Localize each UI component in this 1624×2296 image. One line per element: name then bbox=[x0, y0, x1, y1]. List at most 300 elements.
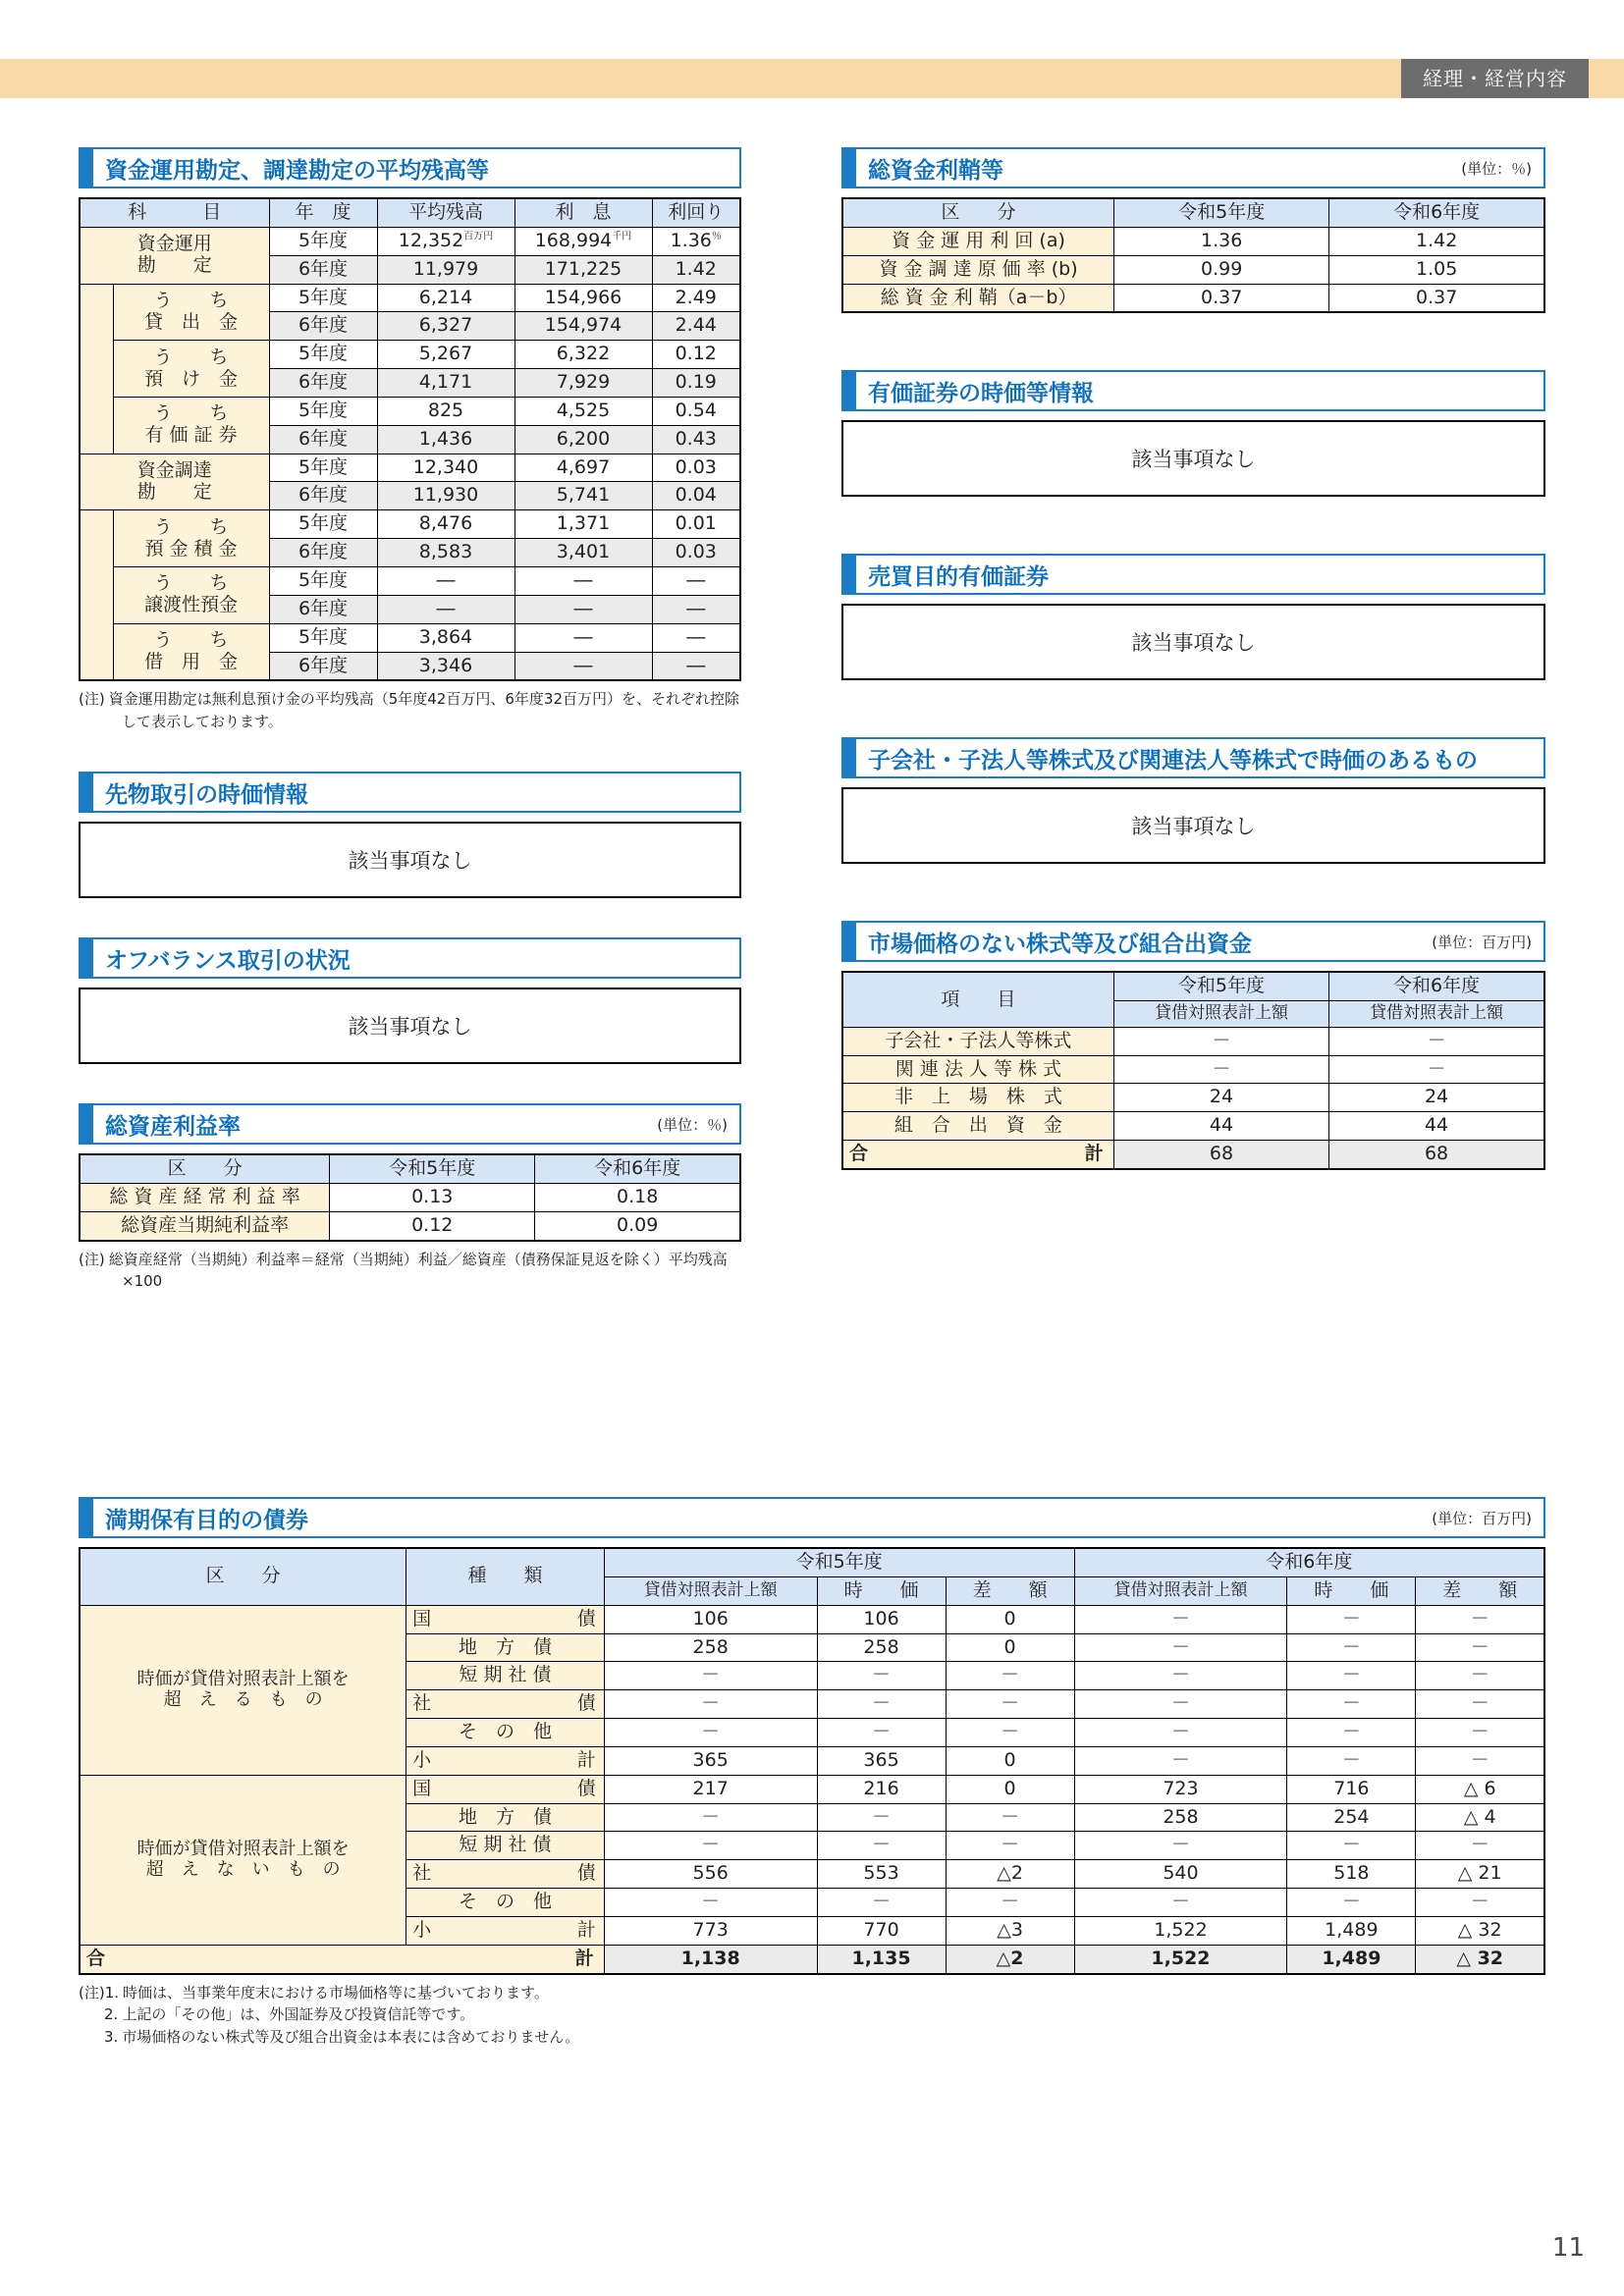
bottom-section bbox=[79, 1497, 1545, 2048]
bonds-cell-fair-value-y6: 1,489 bbox=[1287, 1916, 1416, 1945]
bonds-table-notes bbox=[79, 1982, 1545, 2049]
cell-interest: 1,371 bbox=[514, 510, 652, 539]
subsidiary-shares-none-box bbox=[841, 787, 1545, 864]
col-header-year5: 令和5年度 bbox=[330, 1154, 535, 1183]
bonds-cell-fair-value-y5: － bbox=[817, 1690, 946, 1719]
nomarket-total-label-right: 計 bbox=[1084, 1143, 1104, 1165]
table-header-row bbox=[80, 198, 740, 227]
note-marker: (注) bbox=[79, 1250, 105, 1268]
table-row bbox=[80, 1775, 1544, 1803]
row-label-sub: う ち 預 金 積 金 bbox=[113, 510, 269, 567]
cell-interest: 171,225 bbox=[514, 255, 652, 284]
col-subheader-fair-value-y6: 時 価 bbox=[1287, 1576, 1416, 1605]
table-row bbox=[80, 510, 740, 539]
bonds-cell-difference-y6: △ 4 bbox=[1416, 1803, 1544, 1832]
bonds-cell-difference-y6: － bbox=[1416, 1889, 1544, 1917]
section-header-trading-securities bbox=[841, 554, 1545, 595]
cell-balance: ― bbox=[377, 566, 514, 595]
bonds-cell-bs-amount-y6: － bbox=[1074, 1662, 1287, 1690]
bonds-cell-bs-amount-y5: 217 bbox=[604, 1775, 817, 1803]
nomarket-row-label: 非 上 場 株 式 bbox=[842, 1084, 1113, 1112]
table-row bbox=[842, 284, 1544, 312]
col-header-division: 区 分 bbox=[80, 1548, 406, 1605]
row-label-sub: う ち 貸 出 金 bbox=[113, 284, 269, 341]
cell-year: 6年度 bbox=[269, 482, 377, 510]
right-column bbox=[841, 147, 1545, 1170]
roa-cell-year5: 0.13 bbox=[330, 1184, 535, 1212]
bonds-cell-bs-amount-y5: 258 bbox=[604, 1633, 817, 1662]
bonds-cell-fair-value-y6: 716 bbox=[1287, 1775, 1416, 1803]
section-header-roa bbox=[79, 1103, 741, 1145]
bonds-total-bs-amount-y5: 1,138 bbox=[604, 1945, 817, 1973]
cell-interest: ― bbox=[514, 566, 652, 595]
cell-yield: 0.01 bbox=[652, 510, 740, 539]
cell-balance: $12,352^{百万円}$ bbox=[377, 227, 514, 255]
note-text: 上記の「その他」は、外国証券及び投資信託等です。 bbox=[122, 2005, 475, 2024]
bonds-cell-difference-y6: △ 21 bbox=[1416, 1860, 1544, 1889]
bonds-cell-difference-y5: 0 bbox=[946, 1633, 1074, 1662]
cell-balance: 12,340 bbox=[377, 454, 514, 482]
section-title-offbalance: オフバランス取引の状況 bbox=[105, 947, 351, 974]
section-header-no-market bbox=[841, 921, 1545, 962]
total-fund-margin-table bbox=[841, 197, 1545, 313]
bonds-note-line bbox=[79, 2003, 1545, 2026]
section-header-subsidiary-shares bbox=[841, 737, 1545, 778]
bonds-cell-difference-y6: － bbox=[1416, 1605, 1544, 1633]
note-text: 資金運用勘定は無利息預け金の平均残高（5年度42百万円、6年度32百万円）を、それぞれ控除して表示しております。 bbox=[108, 690, 739, 730]
bonds-cell-difference-y6: － bbox=[1416, 1746, 1544, 1775]
cell-year: 5年度 bbox=[269, 454, 377, 482]
cell-yield: ― bbox=[652, 566, 740, 595]
bonds-cell-fair-value-y5: 365 bbox=[817, 1746, 946, 1775]
table-row bbox=[80, 1184, 740, 1212]
futures-none-box bbox=[79, 822, 741, 898]
cell-balance: 6,327 bbox=[377, 312, 514, 341]
table-row bbox=[80, 397, 740, 425]
nomarket-cell-year6: 24 bbox=[1329, 1084, 1544, 1112]
col-subheader-bs-amount-y6: 貸借対照表計上額 bbox=[1074, 1576, 1287, 1605]
cell-yield: ― bbox=[652, 595, 740, 623]
row-label-main: 資金調達 勘 定 bbox=[80, 454, 269, 510]
cell-year: 5年度 bbox=[269, 227, 377, 255]
col-subheader-bs-amount-y5: 貸借対照表計上額 bbox=[604, 1576, 817, 1605]
bonds-cell-bs-amount-y6: 1,522 bbox=[1074, 1916, 1287, 1945]
margin-cell-year6: 0.37 bbox=[1329, 284, 1544, 312]
table-row bbox=[842, 255, 1544, 284]
nomarket-total-label: 合 計 bbox=[842, 1141, 1113, 1169]
bonds-row-type-right: 債 bbox=[576, 1692, 596, 1715]
bonds-cell-bs-amount-y5: － bbox=[604, 1889, 817, 1917]
section-title-securities-fv: 有価証券の時価等情報 bbox=[868, 380, 1094, 406]
unit-superscript-interest: 千円 bbox=[612, 231, 632, 242]
nomarket-cell-year6: － bbox=[1329, 1027, 1544, 1055]
section-title-subsidiary-shares: 子会社・子法人等株式及び関連法人等株式で時価のあるもの bbox=[868, 747, 1478, 774]
col-header-interest: 利 息 bbox=[514, 198, 652, 227]
cell-year: 6年度 bbox=[269, 539, 377, 567]
col-header-year6: 令和6年度 bbox=[1329, 972, 1544, 1000]
cell-balance: 11,979 bbox=[377, 255, 514, 284]
bonds-cell-bs-amount-y5: － bbox=[604, 1803, 817, 1832]
bonds-group-label: 時価が貸借対照表計上額を 超 え な い も の bbox=[80, 1775, 406, 1945]
section-accent-bar bbox=[81, 774, 93, 811]
bonds-row-type-right: 債 bbox=[576, 1777, 596, 1799]
note-text: 市場価格のない株式等及び組合出資金は本表には含めておりません。 bbox=[122, 2027, 580, 2046]
nomarket-cell-year5: － bbox=[1113, 1055, 1328, 1084]
table-header-row bbox=[80, 1154, 740, 1183]
bonds-cell-bs-amount-y5: 106 bbox=[604, 1605, 817, 1633]
bonds-cell-bs-amount-y5: 773 bbox=[604, 1916, 817, 1945]
note-marker: (注)1. bbox=[79, 1983, 120, 2002]
cell-balance: 1,436 bbox=[377, 425, 514, 454]
cell-interest: ― bbox=[514, 652, 652, 680]
bonds-row-type: 地 方 債 bbox=[406, 1803, 605, 1832]
nomarket-cell-year6: 44 bbox=[1329, 1112, 1544, 1141]
trading-securities-none-box bbox=[841, 604, 1545, 680]
section-accent-bar bbox=[81, 939, 93, 977]
bonds-cell-fair-value-y5: 106 bbox=[817, 1605, 946, 1633]
cell-yield: 1.42 bbox=[652, 255, 740, 284]
cell-year: 6年度 bbox=[269, 425, 377, 454]
col-header-balance: 平均残高 bbox=[377, 198, 514, 227]
bonds-cell-difference-y5: － bbox=[946, 1662, 1074, 1690]
section-title-no-market: 市場価格のない株式等及び組合出資金 bbox=[868, 931, 1252, 957]
section-title-trading-securities: 売買目的有価証券 bbox=[868, 563, 1049, 590]
bonds-cell-bs-amount-y6: 258 bbox=[1074, 1803, 1287, 1832]
bonds-row-type: 短 期 社 債 bbox=[406, 1662, 605, 1690]
table-total-row bbox=[80, 1945, 1544, 1973]
bonds-group-label: 時価が貸借対照表計上額を 超 え る も の bbox=[80, 1605, 406, 1775]
nomarket-cell-year6: － bbox=[1329, 1055, 1544, 1084]
table-row bbox=[80, 454, 740, 482]
bonds-cell-bs-amount-y6: － bbox=[1074, 1633, 1287, 1662]
col-header-item: 科 目 bbox=[80, 198, 269, 227]
note-marker: 3. bbox=[104, 2027, 119, 2046]
section-accent-bar bbox=[843, 149, 856, 187]
cell-interest: 4,697 bbox=[514, 454, 652, 482]
nomarket-cell-year5: － bbox=[1113, 1027, 1328, 1055]
bonds-total-fair-value-y5: 1,135 bbox=[817, 1945, 946, 1973]
left-column bbox=[79, 147, 741, 1293]
bonds-note-line bbox=[79, 1982, 1545, 2004]
bonds-cell-bs-amount-y5: 556 bbox=[604, 1860, 817, 1889]
row-label-sub: う ち 譲渡性預金 bbox=[113, 566, 269, 623]
bonds-cell-bs-amount-y6: － bbox=[1074, 1719, 1287, 1747]
no-market-price-shares-table bbox=[841, 971, 1545, 1170]
cell-yield: 0.54 bbox=[652, 397, 740, 425]
cell-interest: 6,322 bbox=[514, 341, 652, 369]
table-row bbox=[80, 284, 740, 312]
page-header-band bbox=[0, 59, 1624, 98]
bonds-cell-difference-y5: － bbox=[946, 1889, 1074, 1917]
section-accent-bar bbox=[81, 149, 93, 187]
margin-cell-year6: 1.42 bbox=[1329, 227, 1544, 255]
col-subheader-fair-value-y5: 時 価 bbox=[817, 1576, 946, 1605]
row-label-sub: う ち 有 価 証 券 bbox=[113, 397, 269, 454]
section-header-funds bbox=[79, 147, 741, 188]
bonds-row-type: そ の 他 bbox=[406, 1719, 605, 1747]
col-header-type: 種 類 bbox=[406, 1548, 605, 1605]
funds-average-balance-table bbox=[79, 197, 741, 681]
bonds-total-label: 合 計 bbox=[80, 1945, 604, 1973]
section-header-securities-fv bbox=[841, 370, 1545, 411]
bonds-row-type: 社 債 bbox=[406, 1690, 605, 1719]
cell-year: 5年度 bbox=[269, 623, 377, 652]
section-header-futures bbox=[79, 772, 741, 813]
bonds-cell-fair-value-y6: － bbox=[1287, 1690, 1416, 1719]
bonds-row-type: 国 債 bbox=[406, 1605, 605, 1633]
table-row bbox=[842, 1055, 1544, 1084]
col-header-year6: 令和6年度 bbox=[1074, 1548, 1544, 1576]
bonds-total-fair-value-y6: 1,489 bbox=[1287, 1945, 1416, 1973]
bonds-cell-fair-value-y6: － bbox=[1287, 1832, 1416, 1860]
cell-year: 6年度 bbox=[269, 255, 377, 284]
bonds-cell-fair-value-y6: － bbox=[1287, 1746, 1416, 1775]
bonds-row-type-right: 計 bbox=[576, 1748, 596, 1771]
cell-yield: 0.19 bbox=[652, 369, 740, 398]
bonds-cell-bs-amount-y5: － bbox=[604, 1690, 817, 1719]
cell-interest: 3,401 bbox=[514, 539, 652, 567]
table-total-row bbox=[842, 1141, 1544, 1169]
bonds-row-type: 国 債 bbox=[406, 1775, 605, 1803]
bonds-cell-bs-amount-y6: 723 bbox=[1074, 1775, 1287, 1803]
row-label-spacer bbox=[80, 510, 113, 681]
section-title-roa: 総資産利益率 bbox=[105, 1113, 241, 1140]
bonds-total-difference-y6: △ 32 bbox=[1416, 1945, 1544, 1973]
bonds-cell-fair-value-y5: － bbox=[817, 1803, 946, 1832]
table-header-row-top bbox=[80, 1548, 1544, 1576]
table-row bbox=[80, 623, 740, 652]
section-unit-roa: (単位：％) bbox=[657, 1115, 728, 1134]
bonds-cell-fair-value-y6: － bbox=[1287, 1633, 1416, 1662]
section-accent-bar bbox=[843, 372, 856, 409]
note-marker: 2. bbox=[104, 2005, 119, 2024]
cell-yield: 0.03 bbox=[652, 539, 740, 567]
table-row bbox=[80, 341, 740, 369]
nomarket-total-year5: 68 bbox=[1113, 1141, 1328, 1169]
section-accent-bar bbox=[81, 1105, 93, 1143]
margin-cell-year6: 1.05 bbox=[1329, 255, 1544, 284]
table-row bbox=[80, 1212, 740, 1241]
section-unit-bonds: (単位：百万円) bbox=[1432, 1509, 1532, 1527]
funds-table-note bbox=[79, 688, 741, 732]
unit-superscript-balance: 百万円 bbox=[463, 231, 494, 242]
bonds-cell-difference-y5: 0 bbox=[946, 1775, 1074, 1803]
none-applicable-text: 該当事項なし bbox=[348, 1015, 472, 1040]
bonds-cell-bs-amount-y5: － bbox=[604, 1662, 817, 1690]
table-header-row-top bbox=[842, 972, 1544, 1000]
bonds-cell-fair-value-y6: － bbox=[1287, 1605, 1416, 1633]
cell-interest: 154,966 bbox=[514, 284, 652, 312]
bonds-row-type-right: 債 bbox=[576, 1607, 596, 1629]
cell-balance: 8,583 bbox=[377, 539, 514, 567]
bonds-cell-difference-y6: － bbox=[1416, 1690, 1544, 1719]
bonds-total-difference-y5: △2 bbox=[946, 1945, 1074, 1973]
col-header-division: 区 分 bbox=[842, 198, 1114, 227]
bonds-cell-fair-value-y6: 518 bbox=[1287, 1860, 1416, 1889]
bonds-cell-difference-y5: － bbox=[946, 1690, 1074, 1719]
roa-row-label: 総資産当期純利益率 bbox=[80, 1212, 330, 1241]
col-header-division: 区 分 bbox=[80, 1154, 330, 1183]
cell-year: 5年度 bbox=[269, 341, 377, 369]
col-header-year: 年 度 bbox=[269, 198, 377, 227]
bonds-cell-fair-value-y6: － bbox=[1287, 1719, 1416, 1747]
cell-yield: 0.03 bbox=[652, 454, 740, 482]
none-applicable-text: 該当事項なし bbox=[348, 849, 472, 874]
bonds-cell-bs-amount-y5: － bbox=[604, 1719, 817, 1747]
cell-yield: ― bbox=[652, 652, 740, 680]
bonds-cell-difference-y5: 0 bbox=[946, 1605, 1074, 1633]
bonds-cell-bs-amount-y6: － bbox=[1074, 1690, 1287, 1719]
section-accent-bar bbox=[843, 556, 856, 593]
cell-year: 5年度 bbox=[269, 397, 377, 425]
bonds-total-label-right: 計 bbox=[574, 1947, 594, 1969]
bonds-note-line bbox=[79, 2026, 1545, 2049]
cell-year: 6年度 bbox=[269, 312, 377, 341]
securities-fv-none-box bbox=[841, 420, 1545, 497]
bonds-cell-bs-amount-y6: － bbox=[1074, 1889, 1287, 1917]
bonds-cell-difference-y6: － bbox=[1416, 1832, 1544, 1860]
bonds-cell-difference-y5: △2 bbox=[946, 1860, 1074, 1889]
bonds-cell-fair-value-y5: － bbox=[817, 1719, 946, 1747]
return-on-assets-table bbox=[79, 1153, 741, 1242]
bonds-cell-difference-y6: － bbox=[1416, 1662, 1544, 1690]
section-title-funds: 資金運用勘定、調達勘定の平均残高等 bbox=[105, 157, 489, 184]
col-header-year6: 令和6年度 bbox=[535, 1154, 740, 1183]
bonds-row-type: 小 計 bbox=[406, 1746, 605, 1775]
cell-balance: 4,171 bbox=[377, 369, 514, 398]
bonds-cell-bs-amount-y5: － bbox=[604, 1832, 817, 1860]
bonds-cell-bs-amount-y6: － bbox=[1074, 1605, 1287, 1633]
col-subheader-difference-y5: 差 額 bbox=[946, 1576, 1074, 1605]
bonds-cell-fair-value-y6: 254 bbox=[1287, 1803, 1416, 1832]
bonds-cell-difference-y5: － bbox=[946, 1719, 1074, 1747]
bonds-row-type: 社 債 bbox=[406, 1860, 605, 1889]
section-accent-bar bbox=[843, 739, 856, 776]
note-text: 総資産経常（当期純）利益率＝経常（当期純）利益／総資産（債務保証見返を除く）平均残高×100 bbox=[108, 1250, 728, 1291]
bonds-cell-fair-value-y5: － bbox=[817, 1662, 946, 1690]
cell-yield: 0.43 bbox=[652, 425, 740, 454]
col-header-year5: 令和5年度 bbox=[1114, 198, 1329, 227]
cell-balance: 6,214 bbox=[377, 284, 514, 312]
table-row bbox=[842, 1084, 1544, 1112]
col-header-yield: 利回り bbox=[652, 198, 740, 227]
section-title-futures: 先物取引の時価情報 bbox=[105, 781, 308, 808]
none-applicable-text: 該当事項なし bbox=[1131, 448, 1256, 472]
row-label-sub: う ち 借 用 金 bbox=[113, 623, 269, 680]
cell-interest: 7,929 bbox=[514, 369, 652, 398]
note-marker: (注) bbox=[79, 690, 105, 709]
bonds-row-type: 短 期 社 債 bbox=[406, 1832, 605, 1860]
cell-yield: ― bbox=[652, 623, 740, 652]
col-header-year5: 令和5年度 bbox=[604, 1548, 1074, 1576]
nomarket-cell-year5: 24 bbox=[1113, 1084, 1328, 1112]
section-header-margin bbox=[841, 147, 1545, 188]
bonds-cell-fair-value-y5: 216 bbox=[817, 1775, 946, 1803]
nomarket-row-label: 組 合 出 資 金 bbox=[842, 1112, 1113, 1141]
roa-cell-year5: 0.12 bbox=[330, 1212, 535, 1241]
table-row bbox=[80, 227, 740, 255]
cell-balance: 5,267 bbox=[377, 341, 514, 369]
cell-year: 5年度 bbox=[269, 566, 377, 595]
bonds-cell-difference-y5: － bbox=[946, 1803, 1074, 1832]
section-accent-bar bbox=[843, 923, 856, 960]
table-row bbox=[842, 1027, 1544, 1055]
section-header-bonds bbox=[79, 1497, 1545, 1538]
cell-balance: 3,864 bbox=[377, 623, 514, 652]
bonds-cell-difference-y5: △3 bbox=[946, 1916, 1074, 1945]
section-title-bonds: 満期保有目的の債券 bbox=[105, 1507, 308, 1533]
note-text: 時価は、当事業年度末における市場価格等に基づいております。 bbox=[123, 1983, 549, 2002]
bonds-row-type: 地 方 債 bbox=[406, 1633, 605, 1662]
held-to-maturity-bonds-table bbox=[79, 1547, 1545, 1975]
col-header-item: 項 目 bbox=[842, 972, 1113, 1027]
bonds-cell-fair-value-y5: － bbox=[817, 1889, 946, 1917]
row-label-main: 資金運用 勘 定 bbox=[80, 227, 269, 284]
cell-yield: 0.12 bbox=[652, 341, 740, 369]
cell-year: 5年度 bbox=[269, 510, 377, 539]
col-subheader-bs-amount-y6: 貸借対照表計上額 bbox=[1329, 1001, 1544, 1028]
bonds-cell-difference-y6: － bbox=[1416, 1633, 1544, 1662]
bonds-cell-difference-y6: △ 6 bbox=[1416, 1775, 1544, 1803]
bonds-cell-difference-y6: － bbox=[1416, 1719, 1544, 1747]
roa-row-label: 総 資 産 経 常 利 益 率 bbox=[80, 1184, 330, 1212]
section-unit-margin: (単位：％) bbox=[1461, 159, 1532, 178]
bonds-row-type: そ の 他 bbox=[406, 1889, 605, 1917]
bonds-row-type-right: 計 bbox=[576, 1918, 596, 1941]
section-accent-bar bbox=[81, 1499, 93, 1536]
bonds-cell-bs-amount-y5: 365 bbox=[604, 1746, 817, 1775]
bonds-cell-bs-amount-y6: － bbox=[1074, 1746, 1287, 1775]
cell-balance: 825 bbox=[377, 397, 514, 425]
margin-row-label: 資 金 調 達 原 価 率 (b) bbox=[842, 255, 1114, 284]
cell-yield: 2.44 bbox=[652, 312, 740, 341]
margin-cell-year5: 0.37 bbox=[1114, 284, 1329, 312]
bonds-cell-bs-amount-y6: 540 bbox=[1074, 1860, 1287, 1889]
cell-interest: 154,974 bbox=[514, 312, 652, 341]
table-row bbox=[842, 1112, 1544, 1141]
bonds-cell-difference-y5: 0 bbox=[946, 1746, 1074, 1775]
margin-row-label: 資 金 運 用 利 回 (a) bbox=[842, 227, 1114, 255]
table-header-row bbox=[842, 198, 1544, 227]
margin-cell-year5: 0.99 bbox=[1114, 255, 1329, 284]
section-header-offbalance bbox=[79, 937, 741, 979]
cell-interest: 5,741 bbox=[514, 482, 652, 510]
col-subheader-difference-y6: 差 額 bbox=[1416, 1576, 1544, 1605]
table-row bbox=[842, 227, 1544, 255]
bonds-cell-fair-value-y6: － bbox=[1287, 1662, 1416, 1690]
nomarket-row-label: 子会社・子法人等株式 bbox=[842, 1027, 1113, 1055]
bonds-total-bs-amount-y6: 1,522 bbox=[1074, 1945, 1287, 1973]
cell-year: 6年度 bbox=[269, 652, 377, 680]
bonds-cell-fair-value-y5: 553 bbox=[817, 1860, 946, 1889]
cell-year: 6年度 bbox=[269, 369, 377, 398]
cell-interest: 6,200 bbox=[514, 425, 652, 454]
col-header-year5: 令和5年度 bbox=[1113, 972, 1328, 1000]
bonds-cell-fair-value-y5: 258 bbox=[817, 1633, 946, 1662]
bonds-cell-difference-y6: △ 32 bbox=[1416, 1916, 1544, 1945]
bonds-cell-bs-amount-y6: － bbox=[1074, 1832, 1287, 1860]
cell-yield: 1.36％ bbox=[652, 227, 740, 255]
roa-cell-year6: 0.09 bbox=[535, 1212, 740, 1241]
col-subheader-bs-amount-y5: 貸借対照表計上額 bbox=[1113, 1001, 1328, 1028]
section-title-margin: 総資金利鞘等 bbox=[868, 157, 1003, 184]
row-label-sub: う ち 預 け 金 bbox=[113, 341, 269, 398]
cell-interest: ― bbox=[514, 595, 652, 623]
unit-superscript-yield: ％ bbox=[711, 231, 722, 242]
bonds-cell-difference-y5: － bbox=[946, 1832, 1074, 1860]
offbalance-none-box bbox=[79, 988, 741, 1064]
cell-yield: 2.49 bbox=[652, 284, 740, 312]
